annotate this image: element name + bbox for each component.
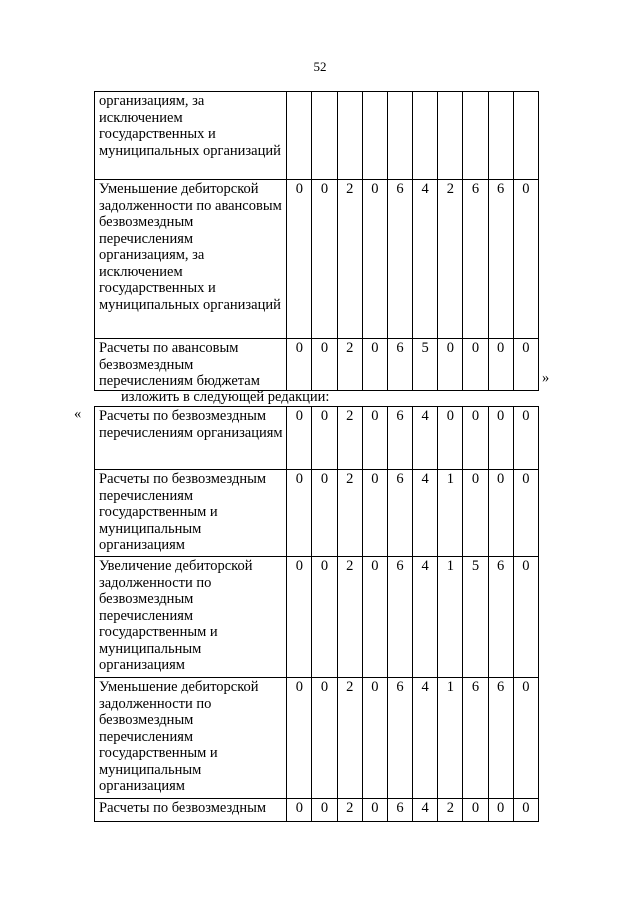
code-digit: 0 xyxy=(463,799,488,822)
code-digit: 0 xyxy=(362,180,387,339)
code-digit: 4 xyxy=(413,407,438,470)
code-digit: 6 xyxy=(387,180,412,339)
code-digit: 6 xyxy=(463,180,488,339)
code-digit xyxy=(488,92,513,180)
code-digit: 2 xyxy=(337,407,362,470)
code-digit xyxy=(413,92,438,180)
code-digit: 0 xyxy=(287,799,312,822)
code-digit: 1 xyxy=(438,678,463,799)
code-digit: 0 xyxy=(513,339,538,391)
row-label: Расчеты по безвозмездным xyxy=(95,799,287,822)
budget-codes-table-bottom xyxy=(94,406,539,822)
code-digit: 6 xyxy=(387,407,412,470)
code-digit: 0 xyxy=(513,470,538,557)
code-digit: 0 xyxy=(513,557,538,678)
code-digit xyxy=(387,92,412,180)
code-digit: 0 xyxy=(438,339,463,391)
table-row xyxy=(95,407,539,470)
code-digit: 0 xyxy=(287,180,312,339)
code-digit: 6 xyxy=(387,799,412,822)
row-label: Уменьшение дебиторской задолженности по авансовым безвозмездным перечислениям организациям, за исключением государственных и муниципальных организаций xyxy=(95,180,287,339)
code-digit: 0 xyxy=(362,799,387,822)
amendment-instruction: изложить в следующей редакции: xyxy=(121,389,330,405)
code-digit: 6 xyxy=(387,557,412,678)
budget-codes-table-top xyxy=(94,91,539,391)
code-digit: 0 xyxy=(287,470,312,557)
closing-quote: » xyxy=(542,370,550,386)
row-label: Расчеты по безвозмездным перечислениям организациям xyxy=(95,407,287,470)
code-digit: 4 xyxy=(413,557,438,678)
code-digit xyxy=(337,92,362,180)
code-digit: 0 xyxy=(287,407,312,470)
code-digit: 0 xyxy=(312,678,337,799)
code-digit xyxy=(438,92,463,180)
code-digit: 0 xyxy=(513,180,538,339)
code-digit xyxy=(312,92,337,180)
opening-quote: « xyxy=(74,406,82,422)
code-digit: 0 xyxy=(513,678,538,799)
code-digit: 0 xyxy=(488,339,513,391)
table-row xyxy=(95,470,539,557)
code-digit: 0 xyxy=(312,180,337,339)
code-digit: 0 xyxy=(488,799,513,822)
code-digit: 0 xyxy=(312,557,337,678)
code-digit: 0 xyxy=(513,799,538,822)
row-label: Увеличение дебиторской задолженности по безвозмездным перечислениям государственным и муниципальным организациям xyxy=(95,557,287,678)
code-digit: 0 xyxy=(513,407,538,470)
code-digit: 0 xyxy=(463,470,488,557)
code-digit: 2 xyxy=(337,799,362,822)
code-digit: 0 xyxy=(312,470,337,557)
code-digit: 5 xyxy=(413,339,438,391)
code-digit xyxy=(362,92,387,180)
table-row xyxy=(95,799,539,822)
code-digit: 6 xyxy=(488,180,513,339)
code-digit: 4 xyxy=(413,470,438,557)
code-digit: 0 xyxy=(312,339,337,391)
code-digit: 6 xyxy=(488,557,513,678)
code-digit: 0 xyxy=(362,339,387,391)
page-number: 52 xyxy=(313,59,327,74)
code-digit: 4 xyxy=(413,678,438,799)
row-label: Расчеты по безвозмездным перечислениям государственным и муниципальным организациям xyxy=(95,470,287,557)
code-digit xyxy=(287,92,312,180)
code-digit: 2 xyxy=(337,470,362,557)
code-digit: 0 xyxy=(463,339,488,391)
code-digit: 2 xyxy=(337,339,362,391)
code-digit: 2 xyxy=(438,799,463,822)
code-digit: 6 xyxy=(463,678,488,799)
code-digit: 0 xyxy=(362,470,387,557)
code-digit: 6 xyxy=(488,678,513,799)
code-digit: 0 xyxy=(362,678,387,799)
code-digit: 2 xyxy=(337,678,362,799)
row-label: Расчеты по авансовым безвозмездным перечислениям бюджетам xyxy=(95,339,287,391)
code-digit xyxy=(463,92,488,180)
row-label: Уменьшение дебиторской задолженности по безвозмездным перечислениям государственным и муниципальным организациям xyxy=(95,678,287,799)
code-digit: 0 xyxy=(438,407,463,470)
table-row xyxy=(95,92,539,180)
code-digit: 1 xyxy=(438,557,463,678)
table-row xyxy=(95,678,539,799)
code-digit: 6 xyxy=(387,339,412,391)
code-digit: 5 xyxy=(463,557,488,678)
code-digit: 6 xyxy=(387,678,412,799)
code-digit: 0 xyxy=(312,407,337,470)
code-digit: 6 xyxy=(387,470,412,557)
code-digit: 0 xyxy=(463,407,488,470)
code-digit: 4 xyxy=(413,799,438,822)
table-row xyxy=(95,180,539,339)
code-digit: 2 xyxy=(337,180,362,339)
code-digit xyxy=(513,92,538,180)
code-digit: 0 xyxy=(362,557,387,678)
code-digit: 0 xyxy=(488,470,513,557)
code-digit: 0 xyxy=(362,407,387,470)
code-digit: 2 xyxy=(438,180,463,339)
table-row xyxy=(95,339,539,391)
code-digit: 1 xyxy=(438,470,463,557)
code-digit: 4 xyxy=(413,180,438,339)
row-label: организациям, за исключением государственных и муниципальных организаций xyxy=(95,92,287,180)
code-digit: 0 xyxy=(287,339,312,391)
code-digit: 0 xyxy=(287,678,312,799)
code-digit: 0 xyxy=(488,407,513,470)
code-digit: 0 xyxy=(312,799,337,822)
table-row xyxy=(95,557,539,678)
code-digit: 0 xyxy=(287,557,312,678)
code-digit: 2 xyxy=(337,557,362,678)
